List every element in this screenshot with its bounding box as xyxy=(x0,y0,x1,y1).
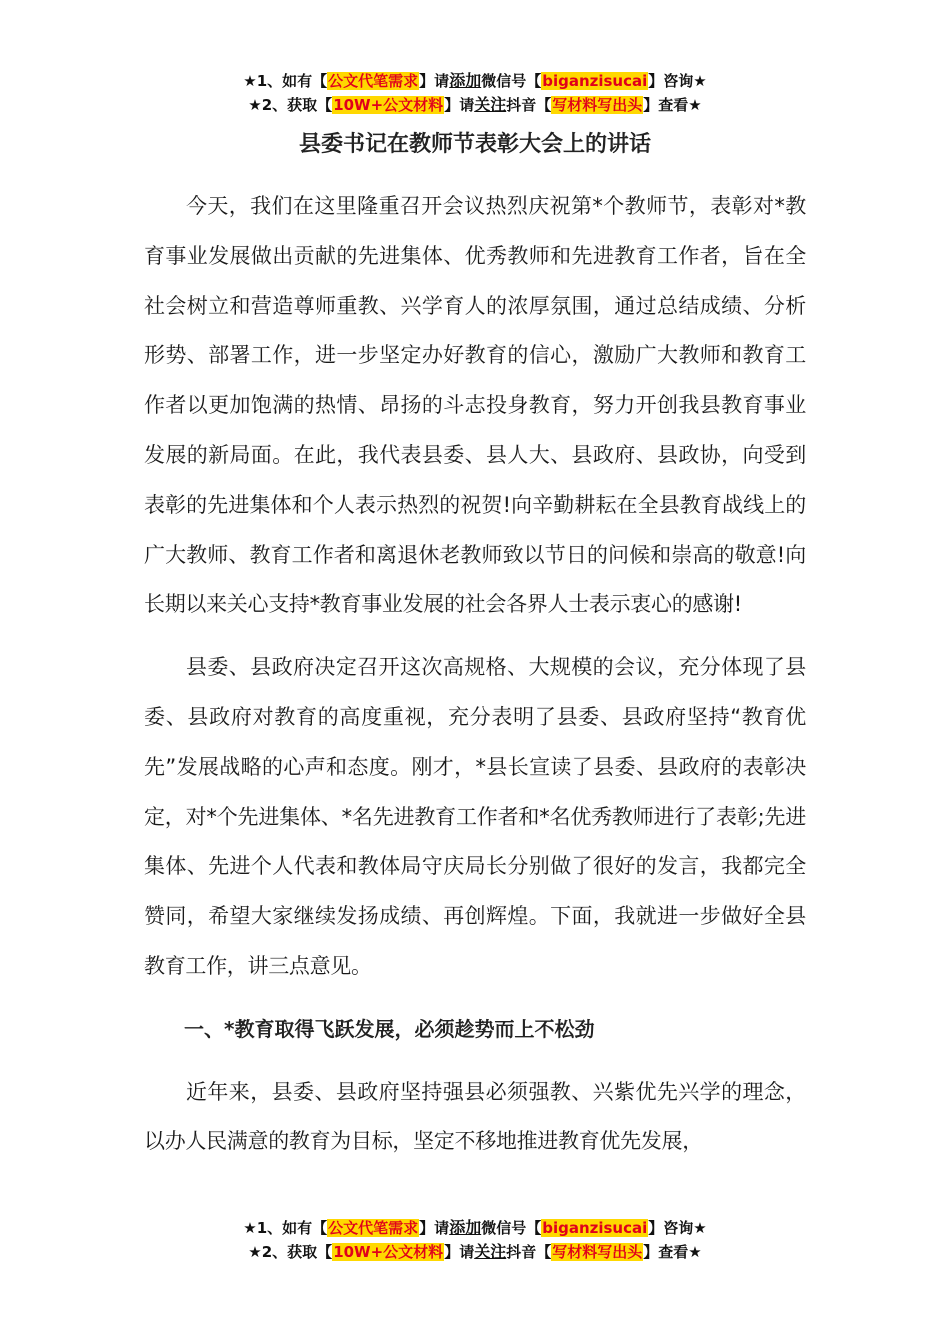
banner-highlight: biganzisucai xyxy=(542,1219,648,1237)
banner-text: 】查看★ xyxy=(643,96,702,114)
banner-text: 抖音【 xyxy=(506,1243,552,1261)
banner-line-2 xyxy=(0,93,950,117)
banner-text: 】请 xyxy=(419,1219,450,1237)
banner-emphasis: 添加 xyxy=(449,1218,482,1237)
banner-text: 】请 xyxy=(419,72,450,90)
banner-highlight: 写材料写出头 xyxy=(552,96,643,114)
banner-text: 】咨询★ xyxy=(648,1219,707,1237)
banner-highlight: 10W+公文材料 xyxy=(333,96,444,114)
banner-emphasis: 关注 xyxy=(474,1242,507,1261)
banner-text: ★1、如有【 xyxy=(243,72,328,90)
banner-text: 】请 xyxy=(444,96,475,114)
banner-text: ★1、如有【 xyxy=(243,1219,328,1237)
banner-line-1 xyxy=(0,69,950,93)
banner-highlight: 公文代笔需求 xyxy=(328,72,419,90)
banner-line-1 xyxy=(0,1216,950,1240)
banner-highlight: 10W+公文材料 xyxy=(333,1243,444,1261)
footer-banner xyxy=(0,1216,950,1264)
banner-highlight: 公文代笔需求 xyxy=(328,1219,419,1237)
section-heading: 一、*教育取得飞跃发展，必须趁势而上不松劲 xyxy=(184,1016,595,1041)
banner-text: 】查看★ xyxy=(643,1243,702,1261)
banner-text: ★2、获取【 xyxy=(248,1243,333,1261)
banner-highlight: 写材料写出头 xyxy=(552,1243,643,1261)
banner-text: 抖音【 xyxy=(506,96,552,114)
body-paragraph: 近年来，县委、县政府坚持强县必须强教、兴紫优先兴学的理念，以办人民满意的教育为目标，坚定不移地推进教育优先发展， xyxy=(144,1079,806,1154)
banner-text: 】咨询★ xyxy=(648,72,707,90)
banner-text: 微信号【 xyxy=(481,72,542,90)
banner-text: ★2、获取【 xyxy=(248,96,333,114)
banner-line-2 xyxy=(0,1240,950,1264)
document-body xyxy=(144,182,806,1180)
document-title: 县委书记在教师节表彰大会上的讲话 xyxy=(298,132,651,157)
banner-text: 】请 xyxy=(444,1243,475,1261)
banner-emphasis: 关注 xyxy=(474,95,507,114)
banner-emphasis: 添加 xyxy=(449,71,482,90)
body-paragraph: 县委、县政府决定召开这次高规格、大规模的会议，充分体现了县委、县政府对教育的高度重视，充分表明了县委、县政府坚持“教育优先”发展战略的心声和态度。刚才，*县长宣读了县委、县政府的表彰决定，对*个先进集体、*名先进教育工作者和*名优秀教师进行了表彰;先进集体、先进个人代表和教体局守庆局长分别做了很好的发言，我都完全赞同，希望大家继续发扬成绩、再创辉煌。下面，我就进一步做好全县教育工作，讲三点意见。 xyxy=(144,655,806,978)
banner-highlight: biganzisucai xyxy=(542,72,648,90)
body-paragraph: 今天，我们在这里隆重召开会议热烈庆祝第*个教师节，表彰对*教育事业发展做出贡献的先进集体、优秀教师和先进教育工作者，旨在全社会树立和营造尊师重教、兴学育人的浓厚氛围，通过总结成绩、分析形势、部署工作，进一步坚定办好教育的信心，激励广大教师和教育工作者以更加饱满的热情、昂扬的斗志投身教育，努力开创我县教育事业发展的新局面。在此，我代表县委、县人大、县政府、县政协，向受到表彰的先进集体和个人表示热烈的祝贺!向辛勤耕耘在全县教育战线上的广大教师、教育工作者和离退休老教师致以节日的问候和崇高的敬意!向长期以来关心支持*教育事业发展的社会各界人士表示衷心的感谢! xyxy=(144,194,806,617)
banner-text: 微信号【 xyxy=(481,1219,542,1237)
header-banner xyxy=(0,69,950,117)
